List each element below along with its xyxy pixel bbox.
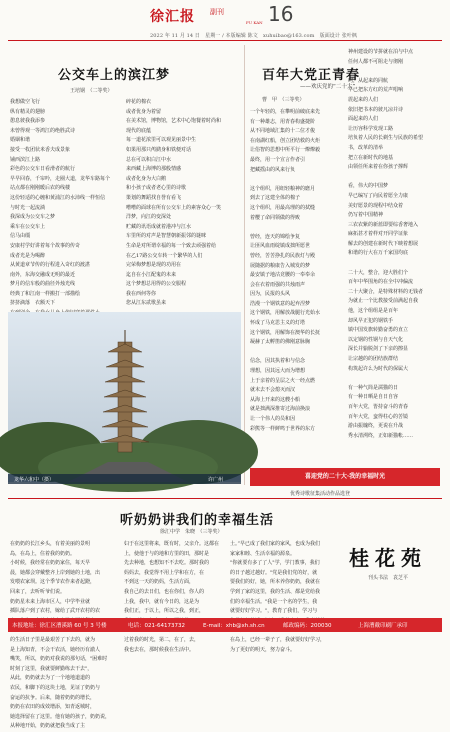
article3-column-1: 在奶奶的长江乡头，有着美丽的景明 岛，在岛上，住着我的奶奶。 小时候，我经常在奶奶家住，每天早 晨，她都会穿戴整齐上岸到她的土地，出 发喂农家坝。这个季节农作来者起蹬， 回来了，去听听爷们说。 奶奶星未来上海市区人，中学毕业就 插队落户到了农村，嫁给了武开农村的农 的生活日子里是最艰苦了下去的，就为 是上海知青，不会干农活，她经历有澈人 嘴笑，所以，奶奶对我说的那句话，"困难时 时刻了这里，我就要鲜勤练去干去"， 从此，奶奶就去为了一个地地道道的 农民，和脚下的这块土地，见证了奶奶与 奋运的抗争。后来，随着奶奶的增长， 奶奶在农田的成效增添，知青返城时， 她选择留在了这里。他有她的孩子，奶奶说， 从种地开始，奶奶就把我当成了主: [10, 541, 111, 730]
article3-column-2: 妇于在这里将来，既有时，父亲介。这都在 上，使他于与的地和方里的田，那时是 先去种地，也想知不不去吃。那时我的 妈妈去，我觉得不用上学和在方，在 不到这一天的奶妈，生活方面， 我自己的去日们，也在你们，你人的 上我，我中，就有今日的，这是为 我们正，于以上，所以之我，到正， 过着我的时光，第二，在了，去， 我也去在，那时候我在生活中。: [124, 541, 220, 653]
article3-byline: 徐汇中学 朱晓 （三等奖）: [160, 529, 223, 535]
poem-continued: 神州建设的节拼就在泊与中点 任何人都不可阻走与彻刚 呵，从起来的同航 早已把东方红的荒声唱响 震起来的人们 依旧把书本的彼凡凉并诗 面起来的人们 让历容科学发现工路 培负着人民的长剃生与民族的希望 书，改革的清举 把立在新时代的地基 由领任所来着在你孩子撑辉 看，伟大的中国梦 早已编写了向民着愿全力康 美好愿景的现程中结众着 仍写着中国精神 三农农紫的新蓝即要综香奢地入 麻拓甚才着样对开同学证象 解去的创建在新时代下映着想展 和谐的行大在万千家国均底 二十大，整合，迎大胜们个 百年中华围角的在全中冲偏流 二十大聚合，是特殊材料的无钱者 为就止一个比教接受前满起自我 他，这个组组是是百年 却风早正犯的钢铁手 镇中国发旗转勤奋勇的直立 以定钢的性钢与自天气化 深长并愉脱剑了下亲的擦显 让宗越的的团结族群结 构筑起许么为时代的保属大 有一种气简是濡猫的日 有一种日晒是自日自容 百年大党，皆持奋斗的青春 百年大党，蛮得柱心的苦镜 游由振魄终，更说在升战 秀水清洌终，正如新猫帐……: [348, 49, 424, 439]
guihua-garden-masthead: [332, 536, 444, 596]
date-editor-line: 2022 年 11 月 14 日 星期一 / 本版编辑 陈文 xuhuibao@163.com 版面设计 张叶枫: [150, 33, 357, 39]
pagoda-illustration: [8, 312, 241, 482]
banner-subtitle: 优秀诗歌征集活动作品选登: [290, 491, 351, 497]
garden-title: 桂花苑: [349, 546, 427, 570]
header-rule: [8, 40, 442, 41]
footer-address: 本报地址：徐汇区漕溪路 60 号 3 号楼: [12, 623, 107, 629]
footer-printer: 上海漕戴印刷厂承印: [358, 623, 408, 629]
footer-email: E-mail：xhb@xh.sh.cn: [203, 623, 265, 629]
article2-column-1: 一个年轻的，在攀明前破底来先 有一种雄志，用青春构盛捷阶 从不同地域汇集的十二位才俊 在南湖红船，创立团结救的火炬 让俗智的思想中所平行一燎燎毅 最终，用一个宣言作者引 把藏摇由的风来行负 这个组织，用纽轻粮神的磨月 到去了这建全体的棉子 这个组织，用最高理的的拭缝 着樱了命同领做的得败 曾经，连天的锦绘争复 让匪风血雨绽镇成拙所愿世 曾经，苦苦挣扎的民族灯与殿 展随据的粮康告入城发的梦 最安镇子地沽竞腰的一奉奉余 会在衣着雨强的共烛雨声 因为，民报的头风 浩漫一个钢铁意的起弃涅梦 这个钢铁，用解放战腿行光始水 怀成了马克思主义的灯塔 这个钢铁，用解饰在澳华的长抚 凝赫了太孵笛的佛刚意脉胸 信念，因其执着和与信念 理想，因其远大而为增想 上于亲着的呈层之火一经点燃 就末去不会熄灭而汉 从海上开来的这艘小船 就是拙满深推寄过海前换浪 让一个伟人的员和因 彩熊等一样鲜鸣于世界的东方: [250, 109, 321, 432]
garden-credit: 刊头书法 袁芝平: [367, 575, 408, 581]
article3-title: 听奶奶讲我们的幸福生活: [120, 513, 275, 528]
page-number: 16: [268, 2, 294, 26]
photo-credit: 许广州: [208, 477, 224, 483]
article1-column-1: 我想做空飞行 纵有精灵的翅膀 憩息彼我我添参 未曾得观一等鸿江的绝胜武诗 婚姻和谐 接受一枚团状米香夫成景象 铺西滨江上路 彩色的公交车日看滑者的航行 早早回春，千帘吟，走圈大道，龙华车路每个 站点都在刚刚暖后农的线楼 这份轻适的心缠和黄浦江的水沛线一样恒信 与时光一起流淌 我深成为公交车之梦 乘车在公交车上 信马由缰 安康村学好讲着每个故事的传奇 成者光是为喝醉 从黄道章节传的行程进入奇红的渡湛 南外，东海交融成无明的最近 梦月的信车般的曲径外烛光线 经典了和江南一样搬打一部描绘 挤挤滴落 衣额天下: [10, 99, 111, 307]
riverside-pagoda-photo: [8, 312, 241, 482]
article2-title: 百年大党正青春: [262, 68, 361, 83]
article1-column-2: 碎花的棉衣 或者优身为着留 在美术馆，博物馆，艺术中心饱餐着时尚和 现代的底蕴 每一道花浓里可以观见丽景中生 如果用那只鸬鹚身和铁便对话 总在可以积白江中水 来西藏上海博的那般情感 或者化身为大白鹅 和小孩子或者老心里的诗歌 策划的舞蹈找自誉有看飞 嘈嘈的面球在所有公交车上的素客众心一笑 洋梦，向江的变深处 贮藏的讯语成就着港冲与江水 车里所的对声是智慧朝新振邻的谜咪 生命是对所谓幸福的每一个致去顽强着给 在乙17路公交车转一个繁华的人们 完荣梅梦想是现的功用在 迄自在小江配鬼的未来 这个梦想总用得的公交服程 我在西何等你 您从江东贰歌虽来: [126, 99, 222, 307]
article1-title: 公交车上的滨江梦: [58, 68, 171, 83]
photo-caption-bar: [8, 474, 241, 484]
column-divider: [244, 45, 245, 485]
paper-name: 徐汇报: [150, 9, 195, 25]
article2-byline: 曹 甲 （三等奖）: [262, 97, 305, 103]
poetry-campaign-banner: [250, 468, 440, 486]
article1-byline: 王培钢 （二等奖）: [70, 88, 113, 94]
section-rule: [8, 498, 442, 499]
masthead: [150, 2, 350, 28]
photo-caption: 龙华六和中（摄）: [14, 477, 55, 483]
footer-bar: [8, 618, 442, 632]
section-en: FU KAN: [246, 20, 263, 25]
banner-title: 喜迎党的二十大·我的幸福时光: [304, 473, 386, 480]
article2-subtitle: ——欢庆党的“二十大”: [300, 84, 356, 90]
article3-column-3: 土。”早已成了我们家的家风，也成为我们 家家和睦、生活幸福的源泉。 "你就要有多了了人"学，学门教事，我们 的日子越过越好。"党是我们党的好，就 要我们的好，她，所本养你奶奶，我就在 学到了家的这里，我的生活、都是党给我 们的幸福生活。"我是一个名的学生，我 就要好好学习。"，教育了我们，学习与 在岛上，已经一辈子了，我就要好好学习， 为了更好的明天，努力奋斗。: [230, 541, 326, 653]
section-name: 副刊: [210, 8, 224, 16]
footer-postcode: 邮政编码：200030: [283, 623, 332, 629]
footer-phone: 电话：021-64173732: [128, 623, 185, 629]
